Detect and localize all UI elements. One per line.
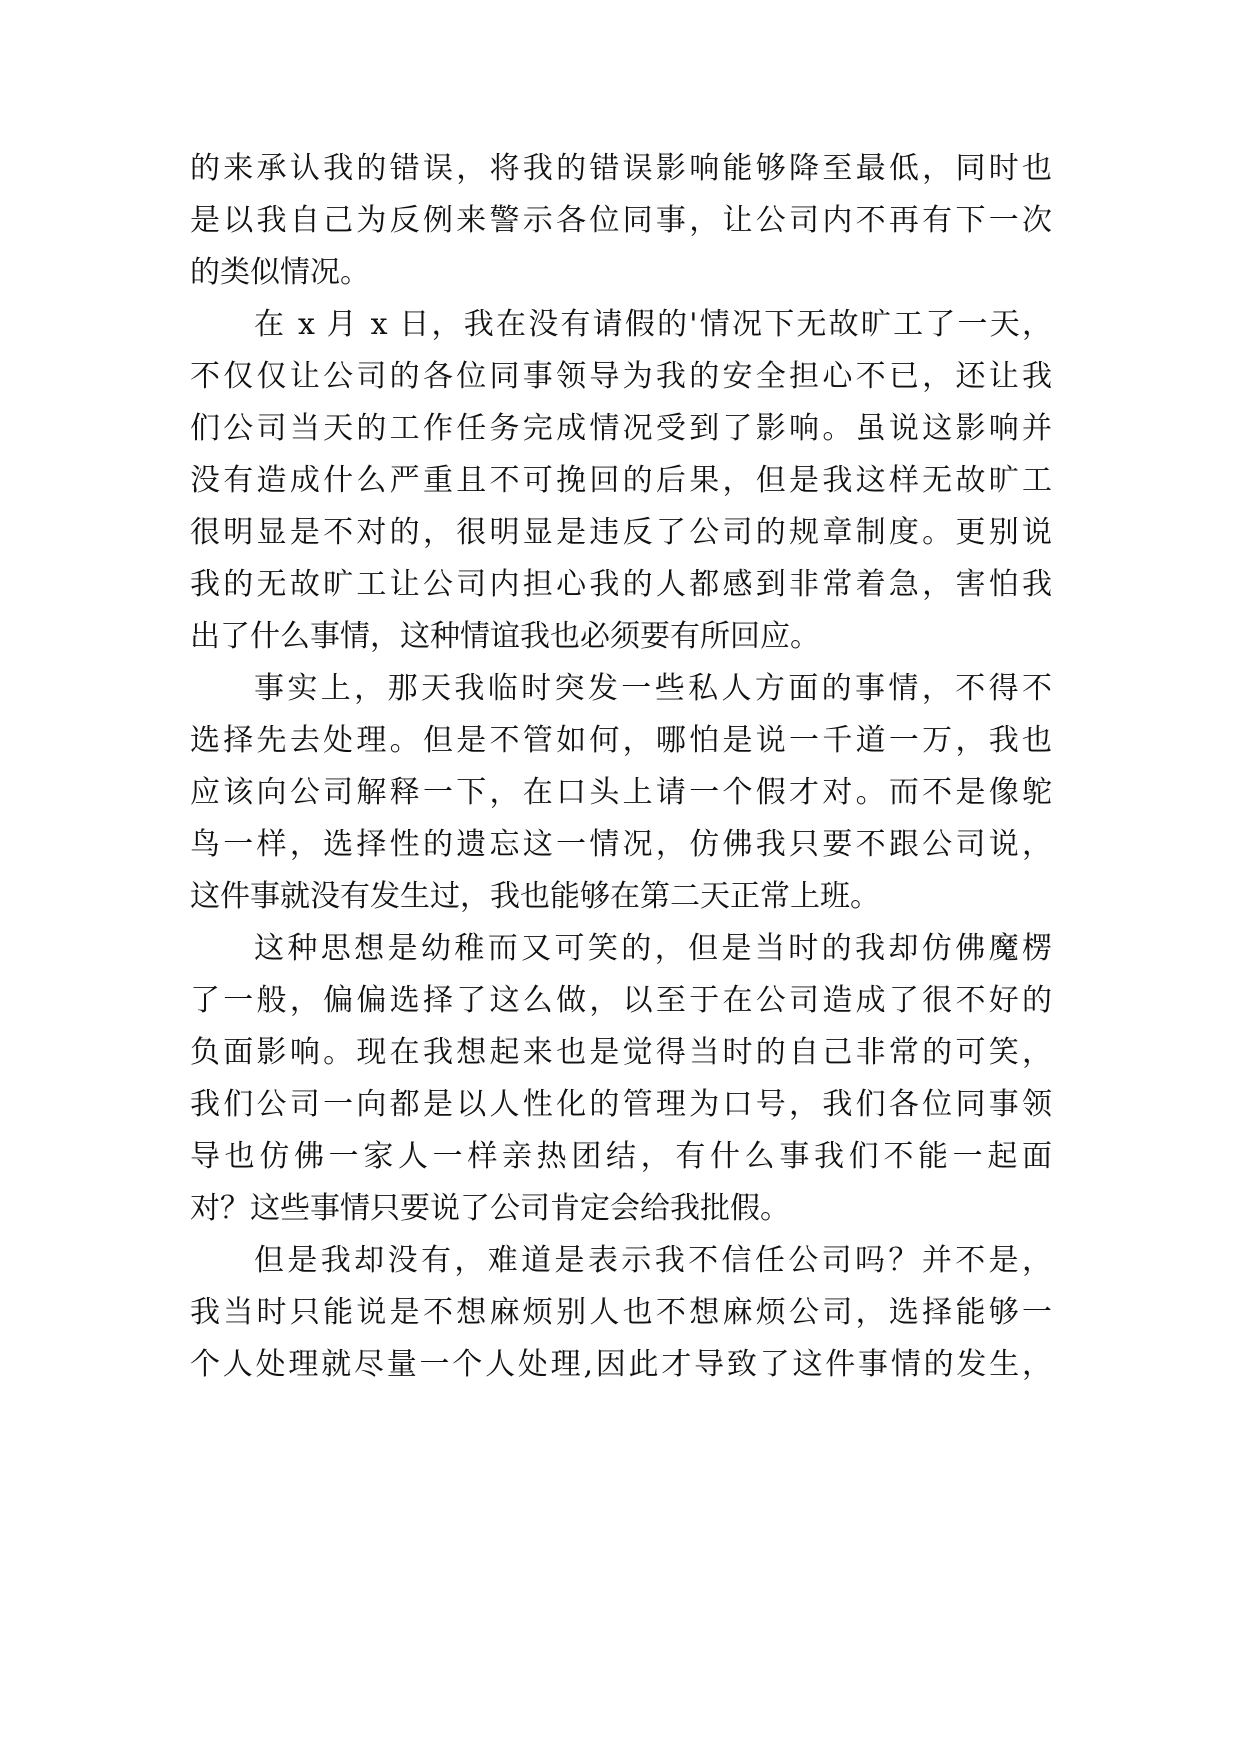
text-line: 我当时只能说是不想麻烦别人也不想麻烦公司，选择能够一 (190, 1295, 1052, 1330)
text-line: 我的无故旷工让公司内担心我的人都感到非常着急，害怕我 (190, 567, 1052, 602)
text-line: 是以我自己为反例来警示各位同事，让公司内不再有下一次 (190, 203, 1052, 238)
text-line: 导也仿佛一家人一样亲热团结，有什么事我们不能一起面 (190, 1139, 1052, 1174)
text-line: 出了什么事情，这种情谊我也必须要有所回应。 (190, 619, 820, 654)
text-line: 了一般，偏偏选择了这么做，以至于在公司造成了很不好的 (190, 983, 1052, 1018)
paragraph-first-line: 在 x 月 x 日，我在没有请假的'情况下无故旷工了一天， (254, 307, 1052, 342)
text-line: 这件事就没有发生过，我也能够在第二天正常上班。 (190, 879, 880, 914)
text-line: 不仅仅让公司的各位同事领导为我的安全担心不已，还让我 (190, 359, 1052, 394)
text-line: 的来承认我的错误，将我的错误影响能够降至最低，同时也 (190, 151, 1052, 186)
text-line: 很明显是不对的，很明显是违反了公司的规章制度。更别说 (190, 515, 1052, 550)
text-line: 我们公司一向都是以人性化的管理为口号，我们各位同事领 (190, 1087, 1052, 1122)
paragraph-first-line: 这种思想是幼稚而又可笑的，但是当时的我却仿佛魔楞 (254, 931, 1052, 966)
text-line: 负面影响。现在我想起来也是觉得当时的自己非常的可笑， (190, 1035, 1052, 1070)
text-line: 对？这些事情只要说了公司肯定会给我批假。 (190, 1191, 790, 1226)
text-line: 个人处理就尽量一个人处理,因此才导致了这件事情的发生， (190, 1347, 1052, 1382)
text-line: 选择先去处理。但是不管如何，哪怕是说一千道一万，我也 (190, 723, 1052, 758)
paragraph-first-line: 事实上，那天我临时突发一些私人方面的事情，不得不 (254, 671, 1052, 706)
text-line: 没有造成什么严重且不可挽回的后果，但是我这样无故旷工 (190, 463, 1052, 498)
paragraph-first-line: 但是我却没有，难道是表示我不信任公司吗？并不是， (254, 1243, 1052, 1278)
text-line: 的类似情况。 (190, 255, 370, 290)
text-line: 鸟一样，选择性的遗忘这一情况，仿佛我只要不跟公司说， (190, 827, 1052, 862)
text-line: 们公司当天的工作任务完成情况受到了影响。虽说这影响并 (190, 411, 1052, 446)
text-line: 应该向公司解释一下，在口头上请一个假才对。而不是像鸵 (190, 775, 1052, 810)
